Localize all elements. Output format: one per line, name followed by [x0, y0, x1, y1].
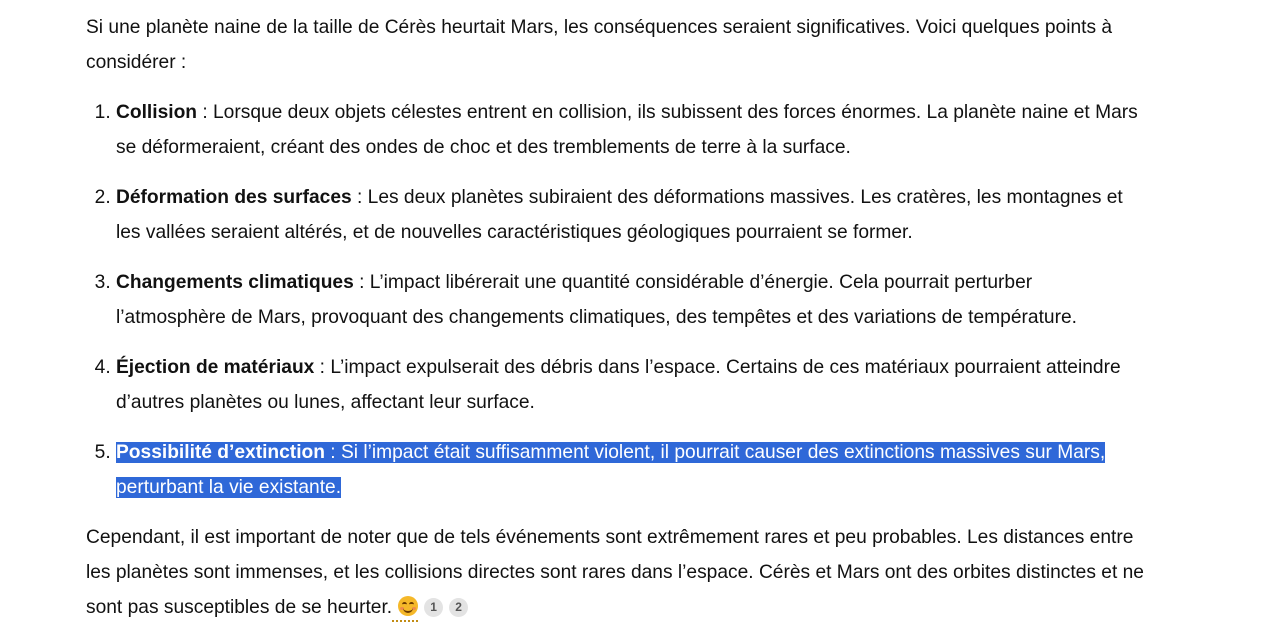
- consequences-list: [86, 95, 1146, 505]
- list-item-deformation: [116, 180, 1146, 250]
- citation-badge-2[interactable]: 2: [449, 598, 468, 617]
- item-title: Éjection de matériaux: [116, 357, 315, 378]
- conclusion-text: Cependant, il est important de noter que de tels événements sont extrêmement rares et peu probables. Les distances entre les planètes sont immenses, et les collisions directes sont rares dans l’espace. Cérès et Mars ont des orbites distinctes et ne sont pas susceptibles de se heurter.: [86, 527, 1144, 618]
- item-text: : L’impact expulserait des débris dans l’espace. Certains de ces matériaux pourraient atteindre d’autres planètes ou lunes, affectant leur surface.: [116, 357, 1121, 413]
- item-title: Changements climatiques: [116, 272, 354, 293]
- intro-paragraph: Si une planète naine de la taille de Cérès heurtait Mars, les conséquences seraient significatives. Voici quelques points à considérer :: [86, 17, 1113, 73]
- item-text: : Les deux planètes subiraient des déformations massives. Les cratères, les montagnes et les vallées seraient altérés, et de nouvelles caractéristiques géologiques pourraient se former.: [116, 187, 1123, 243]
- list-item-collision: [116, 95, 1146, 165]
- conclusion-paragraph: [86, 520, 1146, 625]
- selected-text[interactable]: [116, 442, 1105, 498]
- item-title: Déformation des surfaces: [116, 187, 352, 208]
- item-title: Possibilité d’extinction: [116, 442, 325, 463]
- list-item-climate: [116, 265, 1146, 335]
- list-item-ejection: [116, 350, 1146, 420]
- chat-response: [86, 10, 1146, 625]
- item-title: Collision: [116, 102, 198, 123]
- item-text: : Si l’impact était suffisamment violent, il pourrait causer des extinctions massives sur Mars, perturbant la vie existante.: [116, 442, 1106, 498]
- citation-badge-1[interactable]: 1: [424, 598, 443, 617]
- emoji-wrapper: [392, 596, 418, 622]
- smiling-face-icon: [398, 596, 418, 616]
- list-item-extinction[interactable]: [116, 435, 1146, 505]
- item-text: : Lorsque deux objets célestes entrent en collision, ils subissent des forces énormes. La planète naine et Mars se déformeraient, créant des ondes de choc et des tremblements de terre à la surface.: [116, 102, 1138, 158]
- item-text: : L’impact libérerait une quantité considérable d’énergie. Cela pourrait perturber l’atmosphère de Mars, provoquant des changements climatiques, des tempêtes et des variations de température.: [116, 272, 1077, 328]
